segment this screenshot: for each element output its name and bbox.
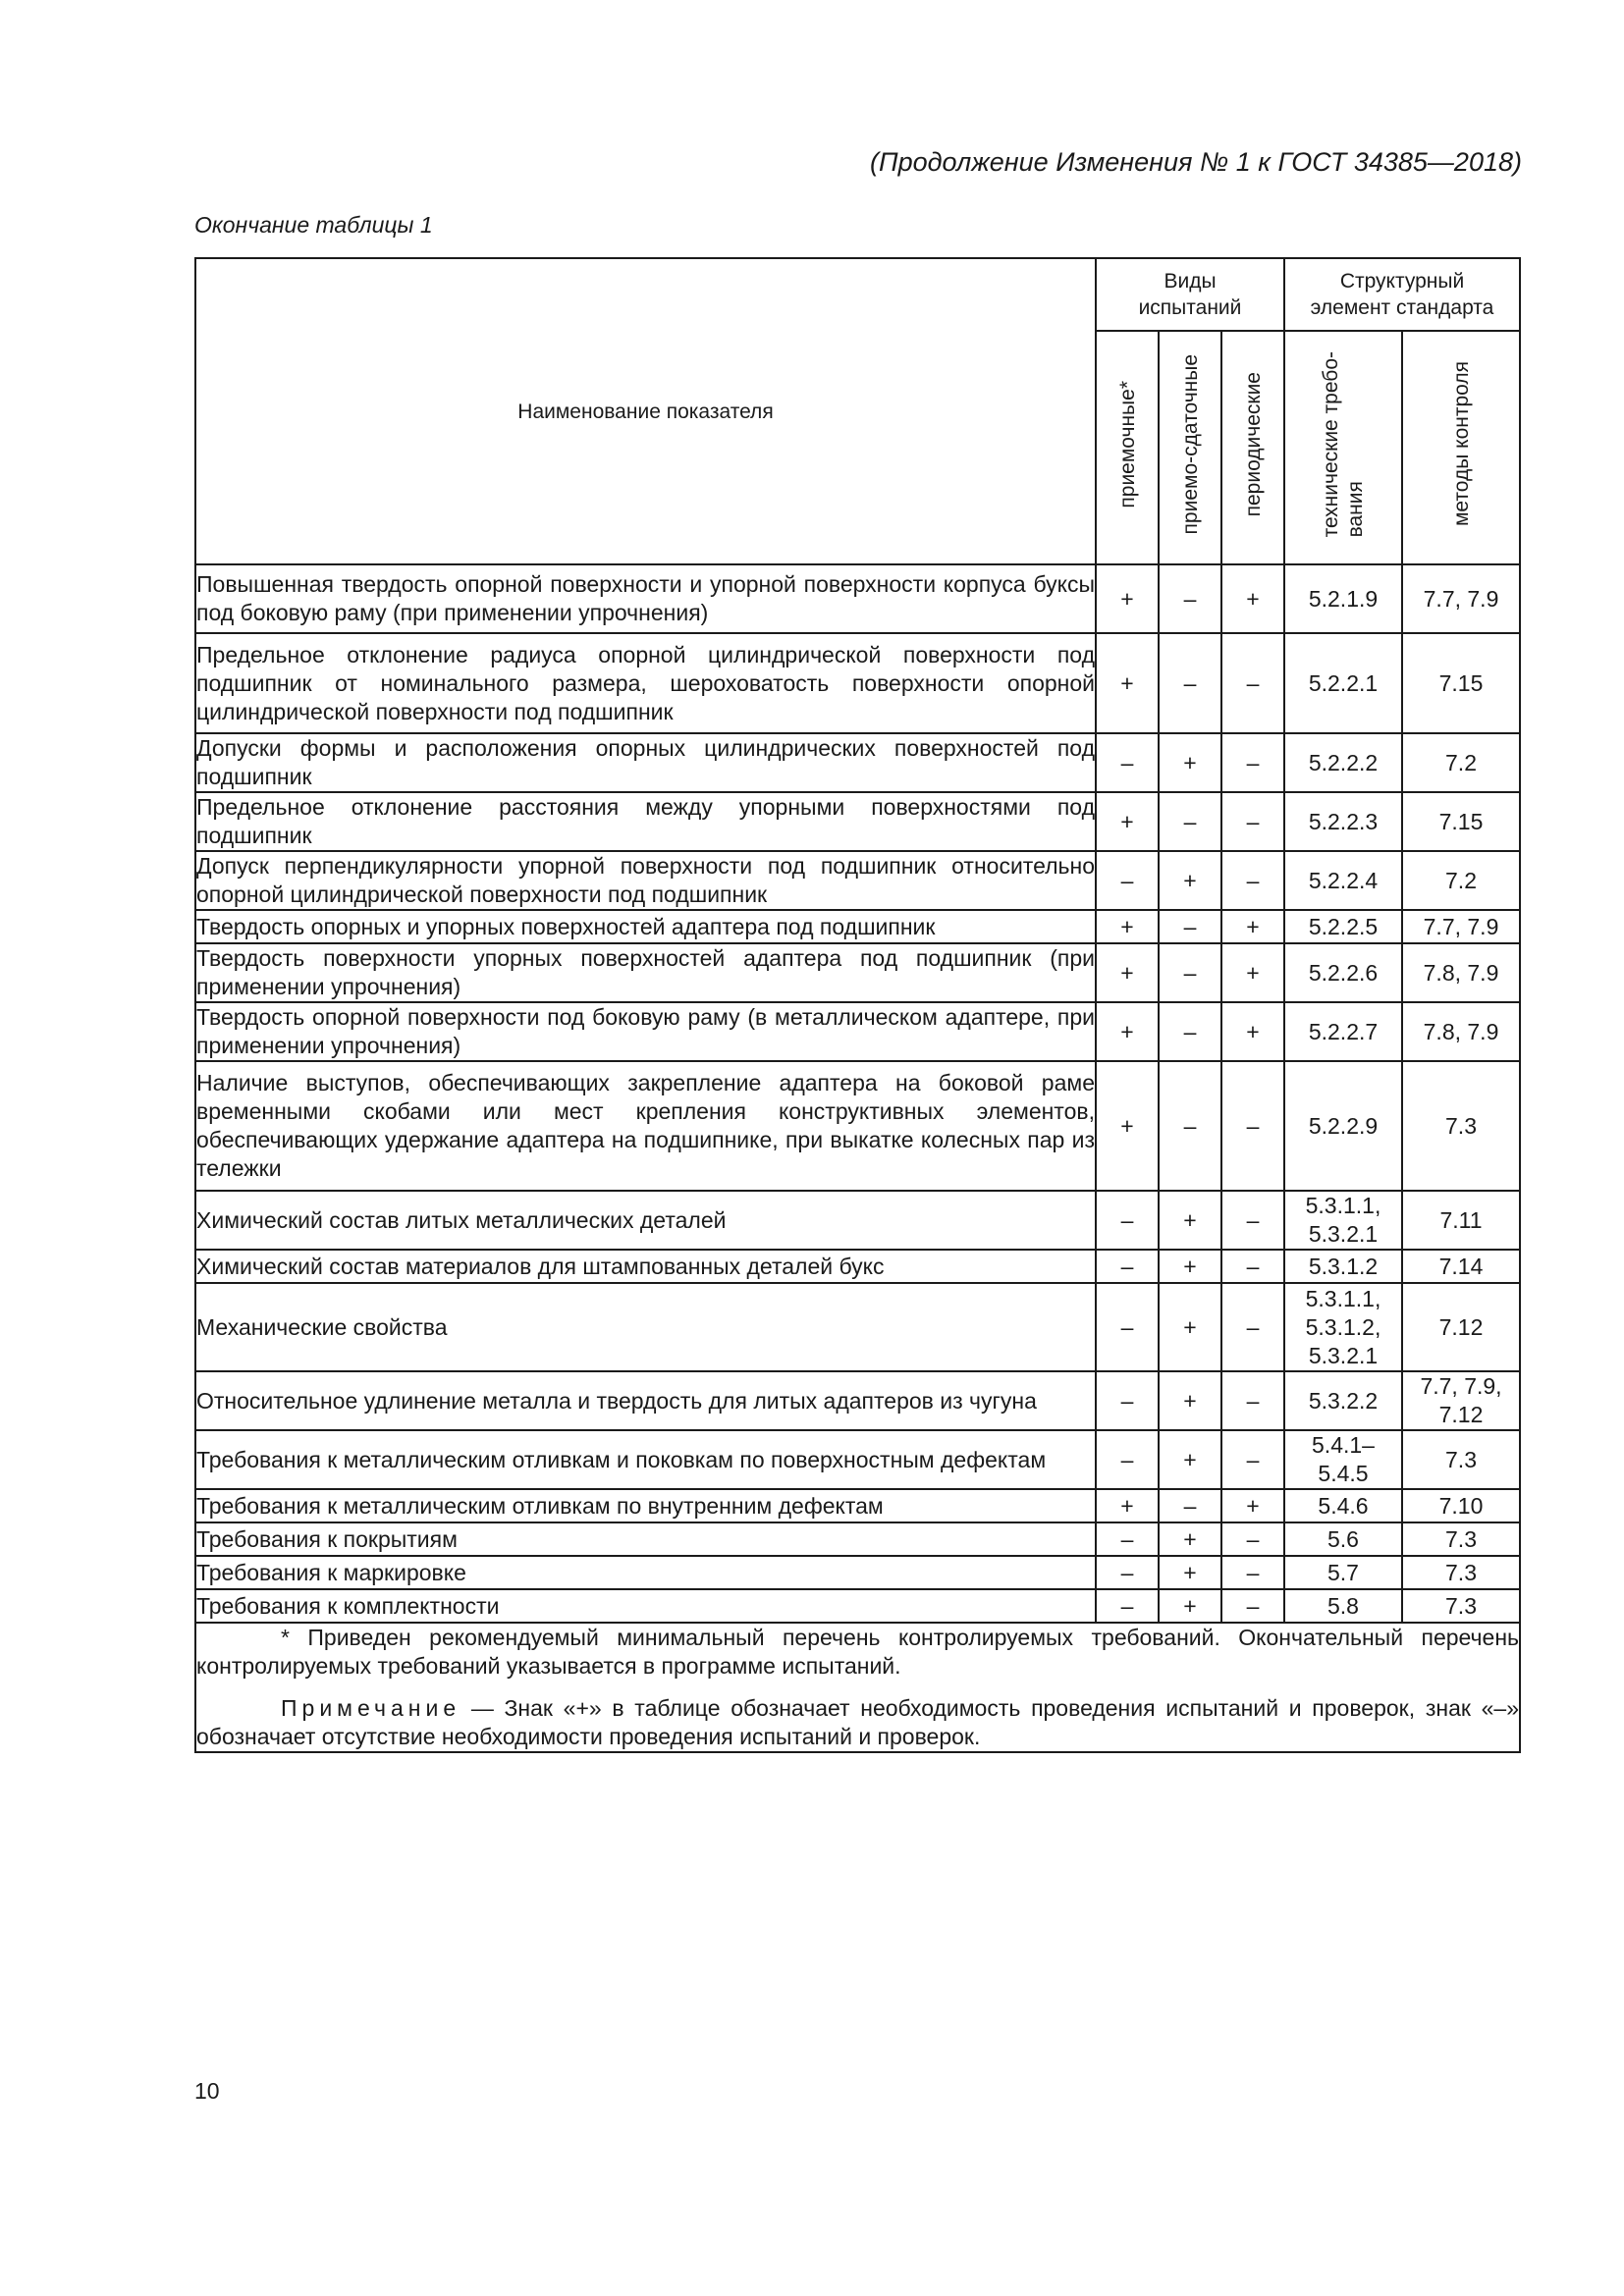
header-acceptance [1096, 331, 1159, 564]
indicator-name-cell: Требования к маркировке [195, 1556, 1096, 1589]
method-clause-cell: 7.8, 7.9 [1402, 1002, 1520, 1061]
indicator-name-cell: Требования к покрытиям [195, 1522, 1096, 1556]
indicator-name-cell: Повышенная твердость опорной поверхности и упорной поверхности корпуса буксы под боковую раму (при применении упрочнения) [195, 564, 1096, 633]
delivery-cell: + [1159, 1191, 1221, 1250]
note [196, 1694, 1519, 1751]
header-test-types [1096, 258, 1284, 331]
table-row [195, 633, 1520, 733]
requirement-clause-cell: 5.3.1.2 [1284, 1250, 1402, 1283]
header-control-methods [1402, 331, 1520, 564]
indicator-name-cell: Твердость опорных и упорных поверхностей адаптера под подшипник [195, 910, 1096, 943]
note-text: — Знак «+» в таблице обозначает необходимость проведения испытаний и проверок, знак «–» обозначает отсутствие необходимости проведения испытаний и проверок. [196, 1695, 1520, 1749]
method-clause-cell: 7.2 [1402, 733, 1520, 792]
requirement-clause-cell: 5.3.2.2 [1284, 1371, 1402, 1430]
requirement-clause-cell: 5.2.1.9 [1284, 564, 1402, 633]
indicator-name-cell: Требования к металлическим отливкам и поковкам по поверхностным дефектам [195, 1430, 1096, 1489]
acceptance-cell: – [1096, 1589, 1159, 1623]
method-clause-cell: 7.7, 7.9 [1402, 564, 1520, 633]
table-row [195, 1002, 1520, 1061]
table-row [195, 1489, 1520, 1522]
periodic-cell: – [1221, 1250, 1284, 1283]
periodic-cell: + [1221, 910, 1284, 943]
periodic-cell: + [1221, 943, 1284, 1002]
table-row [195, 792, 1520, 851]
delivery-cell: + [1159, 1522, 1221, 1556]
periodic-cell: + [1221, 1002, 1284, 1061]
requirement-clause-cell: 5.3.1.1, 5.3.1.2, 5.3.2.1 [1284, 1283, 1402, 1371]
method-clause-cell: 7.12 [1402, 1283, 1520, 1371]
method-clause-cell: 7.7, 7.9, 7.12 [1402, 1371, 1520, 1430]
header-indicator-name: Наименование показателя [195, 258, 1096, 564]
requirement-clause-cell: 5.2.2.7 [1284, 1002, 1402, 1061]
table-row [195, 1589, 1520, 1623]
requirement-clause-cell: 5.4.6 [1284, 1489, 1402, 1522]
delivery-cell: – [1159, 910, 1221, 943]
acceptance-cell: + [1096, 1489, 1159, 1522]
header-delivery [1159, 331, 1221, 564]
requirement-clause-cell: 5.8 [1284, 1589, 1402, 1623]
acceptance-cell: – [1096, 1522, 1159, 1556]
periodic-cell: – [1221, 1430, 1284, 1489]
delivery-cell: – [1159, 1002, 1221, 1061]
footnote: * Приведен рекомендуемый минимальный перечень контролируемых требований. Окончательный перечень контролируемых требований указывается в программе испытаний. [196, 1625, 1520, 1679]
delivery-cell: – [1159, 564, 1221, 633]
table-notes [195, 1623, 1520, 1752]
table-row [195, 1522, 1520, 1556]
acceptance-cell: + [1096, 1002, 1159, 1061]
delivery-cell: – [1159, 792, 1221, 851]
indicator-name-cell: Требования к металлическим отливкам по внутренним дефектам [195, 1489, 1096, 1522]
requirement-clause-cell: 5.2.2.3 [1284, 792, 1402, 851]
requirement-clause-cell: 5.2.2.1 [1284, 633, 1402, 733]
table-row [195, 1371, 1520, 1430]
method-clause-cell: 7.11 [1402, 1191, 1520, 1250]
periodic-cell: – [1221, 851, 1284, 910]
table-row [195, 1191, 1520, 1250]
acceptance-cell: – [1096, 1430, 1159, 1489]
requirement-clause-cell: 5.7 [1284, 1556, 1402, 1589]
indicator-name-cell: Твердость поверхности упорных поверхностей адаптера под подшипник (при применении упрочнения) [195, 943, 1096, 1002]
method-clause-cell: 7.3 [1402, 1061, 1520, 1191]
requirement-clause-cell: 5.2.2.4 [1284, 851, 1402, 910]
header-structural-element-label: Структурный элемент стандарта [1310, 270, 1494, 319]
acceptance-cell: + [1096, 910, 1159, 943]
periodic-cell: – [1221, 1522, 1284, 1556]
indicator-name-cell: Предельное отклонение расстояния между упорными поверхностями под подшипник [195, 792, 1096, 851]
indicator-name-cell: Относительное удлинение металла и твердость для литых адаптеров из чугуна [195, 1371, 1096, 1430]
periodic-cell: – [1221, 1556, 1284, 1589]
acceptance-cell: – [1096, 1556, 1159, 1589]
table-row [195, 564, 1520, 633]
delivery-cell: – [1159, 633, 1221, 733]
delivery-cell: + [1159, 851, 1221, 910]
method-clause-cell: 7.14 [1402, 1250, 1520, 1283]
indicator-name-cell: Предельное отклонение радиуса опорной цилиндрической поверхности под подшипник от номинального размера, шероховатость поверхности опорной цилиндрической поверхности под подшипник [195, 633, 1096, 733]
delivery-cell: + [1159, 1250, 1221, 1283]
header-acceptance-label: приемочные* [1115, 380, 1139, 508]
method-clause-cell: 7.3 [1402, 1430, 1520, 1489]
delivery-cell: + [1159, 733, 1221, 792]
table-row [195, 1430, 1520, 1489]
requirement-clause-cell: 5.4.1– 5.4.5 [1284, 1430, 1402, 1489]
acceptance-cell: + [1096, 1061, 1159, 1191]
requirement-clause-cell: 5.2.2.2 [1284, 733, 1402, 792]
acceptance-cell: – [1096, 1191, 1159, 1250]
delivery-cell: + [1159, 1283, 1221, 1371]
periodic-cell: – [1221, 1371, 1284, 1430]
method-clause-cell: 7.15 [1402, 633, 1520, 733]
periodic-cell: – [1221, 633, 1284, 733]
indicator-name-cell: Химический состав литых металлических деталей [195, 1191, 1096, 1250]
header-periodic [1221, 331, 1284, 564]
method-clause-cell: 7.3 [1402, 1522, 1520, 1556]
acceptance-cell: + [1096, 792, 1159, 851]
acceptance-cell: + [1096, 564, 1159, 633]
periodic-cell: – [1221, 1061, 1284, 1191]
table-row [195, 1556, 1520, 1589]
acceptance-cell: + [1096, 943, 1159, 1002]
page-number: 10 [194, 2078, 220, 2104]
method-clause-cell: 7.2 [1402, 851, 1520, 910]
running-title: (Продолжение Изменения № 1 к ГОСТ 34385—2018) [870, 147, 1522, 177]
method-clause-cell: 7.15 [1402, 792, 1520, 851]
header-test-types-label: Виды испытаний [1138, 270, 1242, 319]
indicator-name-cell: Химический состав материалов для штампованных деталей букс [195, 1250, 1096, 1283]
method-clause-cell: 7.10 [1402, 1489, 1520, 1522]
requirement-clause-cell: 5.2.2.5 [1284, 910, 1402, 943]
table-row [195, 851, 1520, 910]
table-row [195, 1061, 1520, 1191]
periodic-cell: + [1221, 1489, 1284, 1522]
acceptance-cell: – [1096, 1283, 1159, 1371]
indicator-name-cell: Механические свойства [195, 1283, 1096, 1371]
header-delivery-label: приемо-сдаточные [1178, 353, 1202, 535]
requirement-clause-cell: 5.2.2.6 [1284, 943, 1402, 1002]
indicator-name-cell: Твердость опорной поверхности под боковую раму (в металлическом адаптере, при применении упрочнения) [195, 1002, 1096, 1061]
periodic-cell: – [1221, 1589, 1284, 1623]
method-clause-cell: 7.8, 7.9 [1402, 943, 1520, 1002]
delivery-cell: – [1159, 943, 1221, 1002]
requirement-clause-cell: 5.2.2.9 [1284, 1061, 1402, 1191]
acceptance-cell: – [1096, 733, 1159, 792]
requirements-table [194, 257, 1521, 1753]
header-periodic-label: периодические [1241, 371, 1265, 517]
periodic-cell: – [1221, 792, 1284, 851]
table-row [195, 943, 1520, 1002]
table-row [195, 1283, 1520, 1371]
periodic-cell: – [1221, 1283, 1284, 1371]
indicator-name-cell: Требования к комплектности [195, 1589, 1096, 1623]
indicator-name-cell: Наличие выступов, обеспечивающих закрепление адаптера на боковой раме временными скобами или мест крепления конструктивных элементов, обеспечивающих удержание адаптера на подшипнике, при выкатке колесных пар из тележки [195, 1061, 1096, 1191]
table-row [195, 733, 1520, 792]
acceptance-cell: + [1096, 633, 1159, 733]
note-label: Примечание [281, 1695, 461, 1721]
table-caption: Окончание таблицы 1 [194, 212, 433, 238]
periodic-cell: + [1221, 564, 1284, 633]
requirement-clause-cell: 5.6 [1284, 1522, 1402, 1556]
acceptance-cell: – [1096, 851, 1159, 910]
periodic-cell: – [1221, 733, 1284, 792]
header-control-methods-label: методы контроля [1449, 361, 1473, 527]
delivery-cell: + [1159, 1556, 1221, 1589]
method-clause-cell: 7.3 [1402, 1556, 1520, 1589]
header-structural-element [1284, 258, 1520, 331]
acceptance-cell: – [1096, 1250, 1159, 1283]
requirement-clause-cell: 5.3.1.1, 5.3.2.1 [1284, 1191, 1402, 1250]
delivery-cell: – [1159, 1489, 1221, 1522]
acceptance-cell: – [1096, 1371, 1159, 1430]
table-row [195, 1250, 1520, 1283]
header-technical-requirements [1284, 331, 1402, 564]
table-row [195, 910, 1520, 943]
indicator-name-cell: Допуск перпендикулярности упорной поверхности под подшипник относительно опорной цилиндрической поверхности под подшипник [195, 851, 1096, 910]
periodic-cell: – [1221, 1191, 1284, 1250]
delivery-cell: + [1159, 1589, 1221, 1623]
delivery-cell: + [1159, 1371, 1221, 1430]
indicator-name-cell: Допуски формы и расположения опорных цилиндрических поверхностей под подшипник [195, 733, 1096, 792]
delivery-cell: + [1159, 1430, 1221, 1489]
method-clause-cell: 7.7, 7.9 [1402, 910, 1520, 943]
method-clause-cell: 7.3 [1402, 1589, 1520, 1623]
header-technical-requirements-label: технические требо- вания [1320, 350, 1367, 538]
delivery-cell: – [1159, 1061, 1221, 1191]
